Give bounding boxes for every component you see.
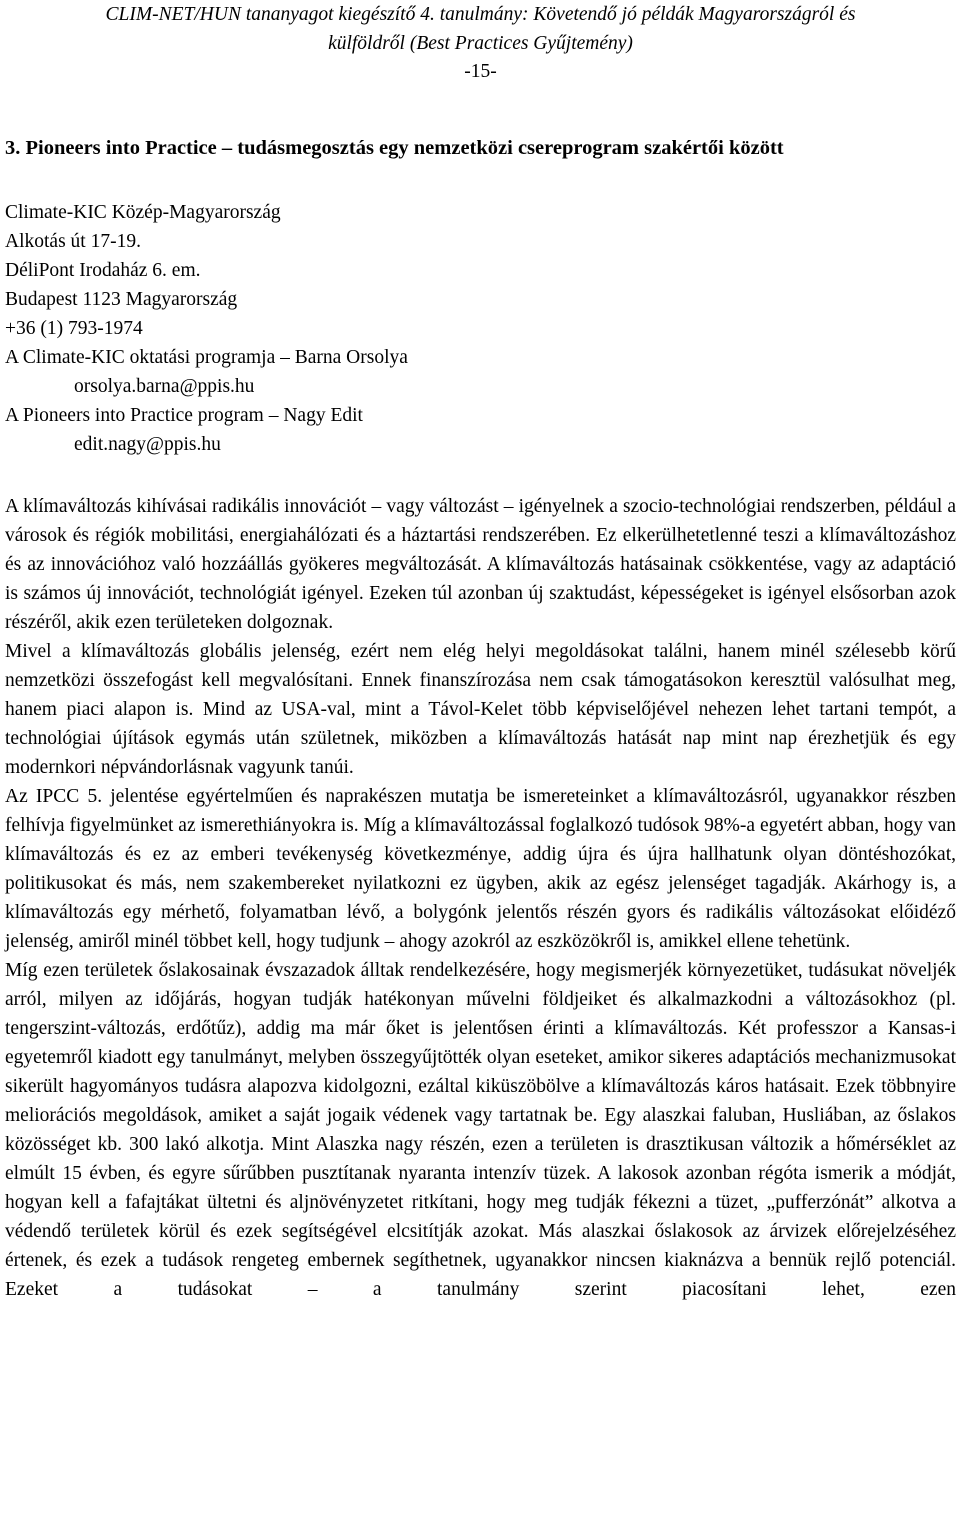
paragraph-3: Az IPCC 5. jelentése egyértelműen és naprakészen mutatja be ismereteinket a klímaváltozásról, ugyanakkor részben felhívja figyelmünket az ismerethiányokra is. Míg a klímaváltozással foglalkozó tudósok 98%-a egyetért abban, hogy van klímaváltozás és ez az emberi tevékenység következménye, addig újra és újra hallhatunk olyan döntéshozókat, politikusokat és más, nem szakembereket nyilatkozni ez ügyben, akik az egész jelenséget tagadják. Akárhogy is, a klímaváltozás egy mérhető, folyamatban lévő, a bolygónk jelentős részén gyors és radikális változásokat előidéző jelenség, amiről minél többet kell, hogy tudjunk – ahogy azokról az eszközökről is, amikkel ellene tehetünk.	[5, 786, 956, 952]
contact-city: Budapest 1123 Magyarország	[5, 289, 238, 310]
contact-email-1[interactable]: orsolya.barna@ppis.hu	[74, 376, 255, 397]
contact-person-2: A Pioneers into Practice program – Nagy Edit	[5, 405, 363, 426]
contact-phone: +36 (1) 793-1974	[5, 318, 143, 339]
contact-building: DéliPont Irodaház 6. em.	[5, 260, 201, 281]
paragraph-2: Mivel a klímaváltozás globális jelenség, ezért nem elég helyi megoldásokat találni, hanem minél szélesebb körű nemzetközi összefogást kell megvalósítani. Ennek finanszírozása nem csak támogatásokon keresztül valósulhat meg, hanem piaci alapon is. Mind az USA-val, mint a Távol-Kelet több képviselőjével nehezen lehet tartani tempót, a technológiai újítások egymás után születnek, miközben a klímaváltozás hatását nap mint nap érezhetjük és egy modernkori népvándorlásnak vagyunk tanúi.	[5, 641, 956, 778]
contact-email-2[interactable]: edit.nagy@ppis.hu	[74, 434, 221, 455]
running-header-line-1: CLIM-NET/HUN tananyagot kiegészítő 4. tanulmány: Követendő jó példák Magyarországról és	[105, 4, 856, 25]
page-number: -15-	[464, 61, 497, 82]
paragraph-1: A klímaváltozás kihívásai radikális innovációt – vagy változást – igényelnek a szocio-technológiai rendszerben, például a városok és régiók mobilitási, energiahálózati és a háztartási rendszerében. Ez elkerülhetetlenné teszi a klímaváltozáshoz és az innovációhoz való hozzáállás gyökeres megváltozását. A klímaváltozás hatásainak csökkentése, vagy az adaptáció is számos új innovációt, technológiát igényel. Ezeken túl azonban új szaktudást, képességeket is igényel elsősorban azok részéről, akik ezen területeken dolgoznak.	[5, 496, 956, 633]
contact-person-1: A Climate-KIC oktatási programja – Barna Orsolya	[5, 347, 408, 368]
contact-organization: Climate-KIC Közép-Magyarország	[5, 202, 281, 223]
section-title: 3. Pioneers into Practice – tudásmegosztás egy nemzetközi csereprogram szakértői között	[5, 137, 784, 159]
running-header-line-2: külföldről (Best Practices Gyűjtemény)	[328, 33, 633, 54]
paragraph-4: Míg ezen területek őslakosainak évszazadok álltak rendelkezésére, hogy megismerjék környezetüket, tudásukat növeljék arról, milyen az időjárás, hogyan tudják hatékonyan művelni földjeiket és alkalmazkodni a változásokhoz (pl. tengerszint-változás, erdőtűz), addig ma már őket is jelentősen érinti a klímaváltozás. Két professzor a Kansas-i egyetemről kiadott egy tanulmányt, melyben összegyűjtötték olyan eseteket, amikor sikeres adaptációs mechanizmusokat sikerült hagyományos tudásra alapozva kidolgozni, ezáltal kiküszöbölve a klímaváltozás káros hatásait. Ezek többnyire meliorációs megoldások, amiket a saját jogaik védenek vagy tartatnak be. Egy alaszkai faluban, Husliában, az őslakos közösséget kb. 300 lakó alkotja. Mint Alaszka nagy részén, ezen a területen is drasztikusan változik a hőmérséklet az elmúlt 15 évben, és egyre sűrűbben pusztítanak nyaranta intenzív tüzek. A lakosok azonban régóta ismerik a módját, hogyan kell a fafajtákat ültetni és aljnövényzetet ritkítani, hogy meg tudják fékezni a tüzet, „pufferzónát” alkotva a védendő területek körül és ezek segítségével elcsitítják azokat. Más alaszkai őslakosok az árvizek előrejelzéséhez értenek, és ezek a tudások rengeteg embernek segíthetnek, ugyanakkor nincsen kiaknázva a bennük rejlő potenciál. Ezeket a tudásokat – a tanulmány szerint piacosítani lehet, ezen	[5, 960, 956, 1300]
body-text	[5, 492, 956, 1304]
contact-block	[5, 198, 956, 459]
running-header	[5, 0, 956, 58]
contact-street: Alkotás út 17-19.	[5, 231, 141, 252]
